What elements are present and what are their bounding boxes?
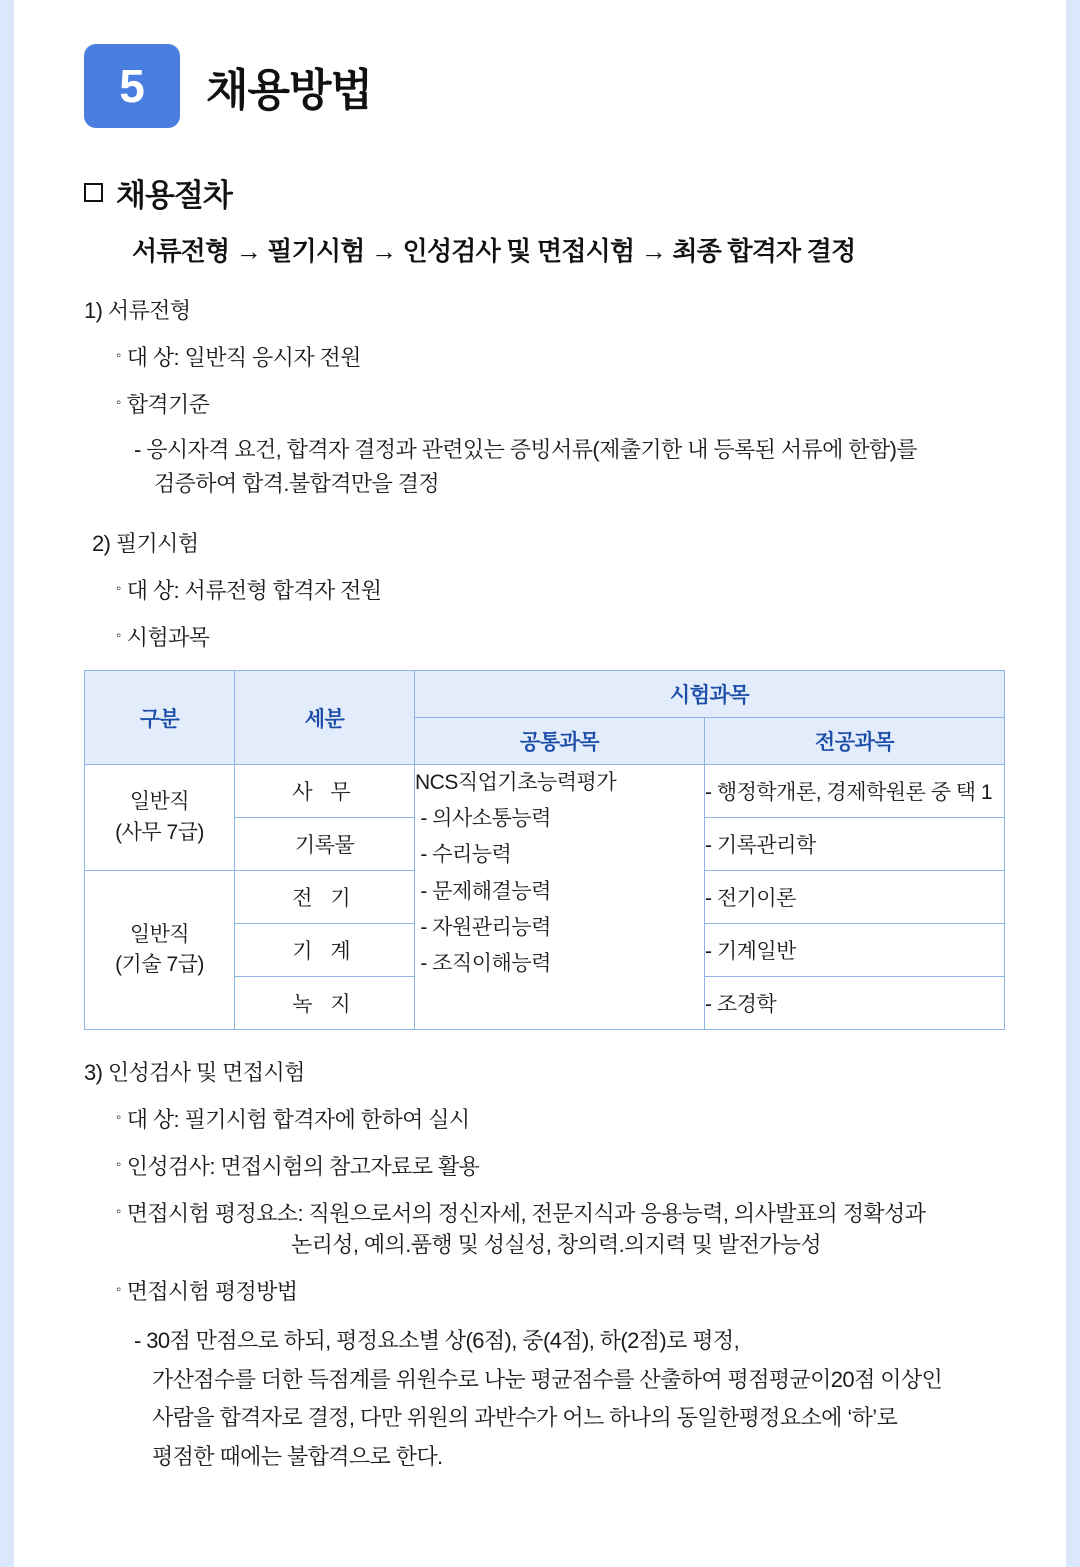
major-electric: - 전기이론 [705,871,1005,924]
circle-bullet-icon: ◦ [116,1203,121,1221]
step3-factors-line1: 면접시험 평정요소: 직원으로서의 정신자세, 전문지식과 응용능력, 의사발표의 정확성과 [126,1201,926,1227]
method-line1: - 30점 만점으로 하되, 평정요소별 상(6점), 중(4점), 하(2점)로 평정, [134,1328,740,1354]
step2-subjects-label: 시험과목 [126,625,210,651]
common-item-4: - 조직이해능력 [420,951,551,975]
step1-criteria-line2: 검증하여 합격.불합격만을 결정 [154,471,440,497]
circle-bullet-icon: ◦ [116,347,121,364]
exam-subjects-table [84,670,1005,1030]
step1-criteria-label: 합격기준 [126,392,210,417]
major-office: - 행정학개론, 경제학원론 중 택 1 [705,765,1005,818]
section-title: 채용방법 [206,66,373,115]
detail-green: 녹 지 [235,977,415,1030]
method-line4: 평점한 때에는 불합격으로 한다. [152,1443,443,1469]
step2-target [116,574,996,605]
step3-method-detail [134,1322,996,1476]
step1-criteria-detail [134,433,996,501]
step2-title: 2) 필기시험 [92,531,199,557]
major-records: - 기록관리학 [705,818,1005,871]
step3-method-label: 면접시험 평정방법 [126,1279,298,1305]
circle-bullet-icon: ◦ [116,1156,121,1174]
page-right-margin [1066,0,1080,1567]
step2-subjects [116,621,996,652]
detail-records: 기록물 [235,818,415,871]
page-left-margin [0,0,14,1567]
header-exam-subjects: 시험과목 [415,671,1005,718]
circle-bullet-icon: ◦ [116,394,121,411]
step1-criteria [116,388,996,419]
circle-bullet-icon: ◦ [116,627,121,645]
group-general-tech: 일반직 (기술 7급) [85,871,235,1030]
step3-personality-label: 인성검사: 면접시험의 참고자료로 활용 [126,1154,480,1180]
step3-factors-line2: 논리성, 예의.품행 및 성실성, 창의력.의지력 및 발전가능성 [290,1232,822,1258]
header-detail: 세분 [235,671,415,765]
step3-target-label: 대 상: 필기시험 합격자에 한하여 실시 [126,1107,470,1133]
document-page [14,0,1066,1567]
step1-criteria-line1: - 응시자격 요건, 합격자 결정과 관련있는 증빙서류(제출기한 내 등록된 서류에 한함)를 [134,437,917,462]
circle-bullet-icon: ◦ [116,1109,121,1127]
common-subjects-title: NCS직업기초능력평가 [415,771,617,795]
table-header-row-1 [85,671,1005,718]
common-item-0: - 의사소통능력 [420,807,551,831]
step3-method [116,1275,996,1306]
common-item-2: - 문제해결능력 [420,879,551,903]
detail-electric: 전 기 [235,871,415,924]
step3-factors-text [127,1197,926,1259]
step1-target [116,341,996,372]
step3-target [116,1103,996,1134]
step2-target-label: 대 상: 서류전형 합격자 전원 [126,578,382,604]
detail-office: 사 무 [235,765,415,818]
common-item-3: - 자원관리능력 [420,915,551,939]
method-line3: 사람을 합격자로 결정, 다만 위원의 과반수가 어느 하나의 동일한평정요소에 ‘하’로 [152,1405,898,1431]
major-machine: - 기계일반 [705,924,1005,977]
procedure-flow: 서류전형 → 필기시험 → 인성검사 및 면접시험 → 최종 합격자 결정 [132,236,856,266]
group-general-office: 일반직 (사무 7급) [85,765,235,871]
step1-target-label: 대 상: 일반직 응시자 전원 [126,345,361,370]
step3-personality [116,1150,996,1181]
step3-factors [116,1197,996,1259]
header-major: 전공과목 [705,718,1005,765]
method-line2: 가산점수를 더한 득점계를 위원수로 나눈 평균점수를 산출하여 평점평균이20점 이상인 [152,1366,943,1392]
step1-title: 1) 서류전형 [84,298,191,323]
circle-bullet-icon: ◦ [116,580,121,598]
common-subjects-cell [415,765,705,1030]
header-division: 구분 [85,671,235,765]
procedure-heading-label: 채용절차 [116,178,232,213]
circle-bullet-icon: ◦ [116,1281,121,1299]
section-number-badge: 5 [84,44,180,128]
step3-title: 3) 인성검사 및 면접시험 [84,1060,305,1086]
common-item-1: - 수리능력 [420,843,512,867]
major-green: - 조경학 [705,977,1005,1030]
procedure-heading [84,170,996,215]
section-header [84,44,996,128]
detail-machine: 기 계 [235,924,415,977]
table-row [85,765,1005,818]
header-common: 공통과목 [415,718,705,765]
square-bullet-icon [84,183,103,202]
